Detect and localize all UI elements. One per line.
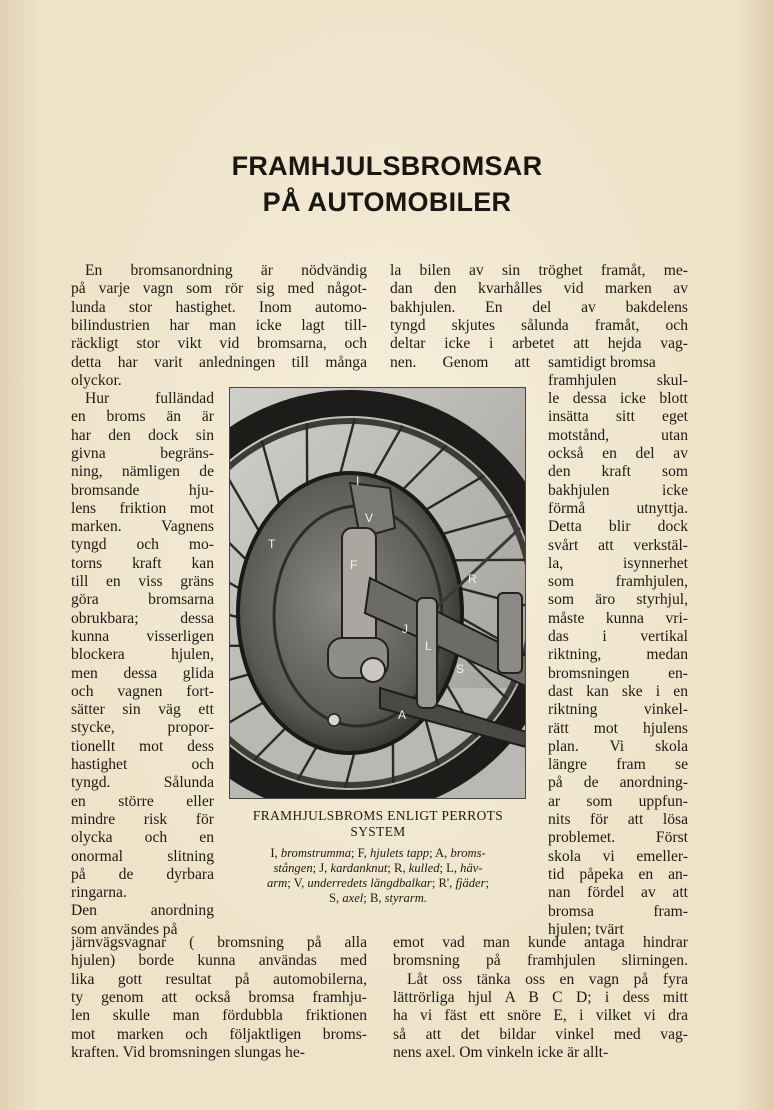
legend-line: [222, 891, 534, 906]
legend-run: kardanknut: [330, 861, 388, 875]
paragraph-line: givna begräns-: [71, 444, 214, 462]
legend-run: ; J,: [312, 861, 331, 875]
paragraph-line: bromsningen en-: [548, 664, 688, 682]
paragraph-line: nan fördel av att: [548, 884, 688, 902]
paragraph-line: kraften. Vid bromsningen slungas he-: [71, 1043, 305, 1061]
paragraph-line: emot vad man kunde antaga hindrar: [393, 934, 688, 951]
paragraph-line: la, isynnerhet: [548, 554, 688, 572]
figure-part-label: L: [425, 639, 432, 653]
legend-run: underredets längdbalkar: [307, 876, 432, 890]
legend-run: ; L,: [439, 861, 461, 875]
legend-run: styrarm.: [384, 891, 427, 905]
figure-heading-line-2: SYSTEM: [350, 824, 406, 839]
paragraph-line: svårt att verkstäl-: [548, 536, 688, 554]
figure-part-label: T: [268, 537, 276, 551]
paragraph-line: bromsa fram-: [548, 902, 688, 920]
paragraph-line: en större eller: [71, 792, 214, 810]
paragraph-line: så att det bildar vinkel med vag-: [393, 1025, 688, 1043]
paragraph-line: tyngd och mo-: [71, 536, 214, 554]
paragraph-line: bilindustrien har man icke lagt till-: [71, 316, 367, 334]
paragraph-line: onormal slitning: [71, 847, 214, 865]
paragraph-line: riktning vinkel-: [548, 701, 688, 719]
legend-run: broms-: [450, 846, 486, 860]
figure-part-label: V: [365, 511, 374, 525]
legend-run: ; R',: [431, 876, 456, 890]
figure-part-label: F: [350, 558, 358, 572]
legend-run: hjulets tapp: [369, 846, 430, 860]
paragraph-line: le dessa icke blott: [548, 390, 688, 408]
paragraph-line: rätt mot hjulens: [548, 719, 688, 737]
paragraph-line: nits för att lösa: [548, 811, 688, 828]
paragraph-line: som användes på: [71, 920, 178, 938]
paragraph-line: och vagnen fort-: [71, 682, 214, 700]
paragraph-line: räckligt stor vikt vid bromsarna, och: [71, 335, 367, 353]
paragraph-line: stycke, propor-: [71, 719, 214, 737]
paragraph-line: men dessa glida: [71, 664, 214, 682]
paragraph-line: järnvägsvagnar ( bromsning på alla: [71, 934, 367, 951]
front-wheel-brake-illustration: [230, 388, 525, 798]
paragraph-line: insätta sitt eget: [548, 408, 688, 426]
legend-run: S,: [329, 891, 343, 905]
legend-run: häv-: [460, 861, 483, 875]
paragraph-line: nen. Genom att: [390, 353, 530, 371]
paragraph-line: bakhjulen. En del av bakdelens: [390, 298, 688, 316]
paragraph-line: sätter sin väg ett: [71, 701, 214, 719]
paragraph-line: förmå utnyttja.: [548, 499, 688, 517]
article-title-line-1: FRAMHJULSBROMSAR: [231, 151, 543, 181]
paragraph-line: blockera hjulen,: [71, 646, 214, 664]
paragraph-line: har den dock sin: [71, 426, 214, 444]
article-title-line-2: PÅ AUTOMOBILER: [262, 187, 512, 217]
legend-run: bromstrumma: [280, 846, 352, 860]
figure-part-label: J: [402, 622, 408, 636]
paragraph-line: som framhjulen,: [548, 573, 688, 591]
paragraph-line: kunna visserligen: [71, 627, 214, 645]
legend-run: ; R,: [387, 861, 409, 875]
paragraph-line: Låt oss tänka oss en vagn på fyra: [407, 970, 688, 988]
paragraph-line: tyngd. Sålunda: [71, 774, 214, 792]
paragraph-line: ringarna.: [71, 884, 127, 902]
paragraph-line: längre fram se: [548, 756, 688, 774]
paragraph-line: också en del av: [548, 445, 688, 462]
paragraph-line: plan. Vi skola: [548, 737, 688, 755]
paragraph-line: obrukbara; dessa: [71, 609, 214, 627]
legend-run: ; V,: [287, 876, 308, 890]
legend-run: ;: [485, 876, 490, 890]
paragraph-line: ar som uppfun-: [548, 792, 688, 810]
paragraph-line: bromsning på framhjulen slirningen.: [393, 952, 688, 970]
paragraph-line: hjulen) borde kunna användas med: [71, 952, 367, 970]
paragraph-line: göra bromsarna: [71, 591, 214, 609]
paragraph-line: ha vi fäst ett snöre E, i vilket vi dra: [393, 1007, 688, 1025]
legend-run: stången: [273, 861, 313, 875]
paragraph-line: marken. Vagnens: [71, 518, 214, 536]
paragraph-line: på de anordning-: [548, 774, 688, 792]
legend-run: ; B,: [363, 891, 385, 905]
paragraph-line: framhjulen skul-: [548, 371, 688, 389]
paragraph-line: skola vi emeller-: [548, 847, 688, 865]
paragraph-line: tyngd skjutes sålunda framåt, och: [390, 316, 688, 334]
paragraph-line: ty genom att också bromsa framhju-: [71, 988, 367, 1006]
paragraph-line: len skulle man fördubbla friktionen: [71, 1007, 367, 1025]
legend-run: I,: [270, 846, 281, 860]
paragraph-line: ning, nämligen de: [71, 463, 214, 481]
paragraph-line: mot marken och följaktligen broms-: [71, 1025, 367, 1043]
paragraph-line: lunda stor hastighet. Inom automo-: [71, 298, 367, 316]
paragraph-line: mindre risk för: [71, 810, 214, 828]
paragraph-line: deltar icke i arbetet att hejda vag-: [390, 335, 688, 353]
paragraph-line: dast kan ske i en: [548, 682, 688, 700]
paragraph-line: nens axel. Om vinkeln icke är allt-: [393, 1043, 609, 1061]
paragraph-line: dan den kvarhålles vid marken av: [390, 280, 688, 298]
legend-run: axel: [342, 891, 364, 905]
legend-line: [222, 846, 534, 861]
figure-heading-line-1: FRAMHJULSBROMS ENLIGT PERROTS: [252, 808, 504, 823]
paragraph-line: la bilen av sin tröghet framåt, me-: [390, 262, 688, 279]
paragraph-line: Hur fulländad: [85, 390, 214, 407]
paragraph-line: En bromsanordning är nödvändig: [85, 262, 367, 279]
paragraph-line: problemet. Först: [548, 829, 688, 847]
paragraph-line: hjulen; tvärt: [548, 920, 624, 938]
paragraph-line: tid påpeka en an-: [548, 865, 688, 883]
paragraph-line: en broms än är: [71, 408, 214, 426]
legend-run: ; F,: [351, 846, 370, 860]
paragraph-line: den kraft som: [548, 463, 688, 481]
figure-part-label: I: [356, 474, 360, 488]
paragraph-line: till en viss gräns: [71, 573, 214, 590]
paragraph-line-tail: samtidigt bromsa: [548, 353, 656, 371]
legend-line: [222, 861, 534, 876]
brake-photograph: [229, 387, 526, 799]
paragraph-line: motstånd, utan: [548, 426, 688, 444]
legend-run: arm: [266, 876, 288, 890]
paragraph-line: på varje vagn som rör sig med något-: [71, 280, 367, 298]
paragraph-line: på de dyrbara: [71, 865, 214, 883]
paragraph-line: olyckor.: [71, 371, 122, 389]
paragraph-line: riktning, medan: [548, 646, 688, 664]
paragraph-line: Detta blir dock: [548, 518, 688, 536]
paragraph-line: lika gott resultat på automobilerna,: [71, 970, 367, 988]
paragraph-line: tionellt mot dess: [71, 737, 214, 755]
figure-part-label: R: [468, 572, 477, 586]
paragraph-line: hastighet och: [71, 756, 214, 773]
legend-run: kulled: [408, 861, 440, 875]
paragraph-line: torns kraft kan: [71, 554, 214, 572]
paragraph-line: bromsande hju-: [71, 481, 214, 499]
paragraph-line: som äro styrhjul,: [548, 591, 688, 609]
paragraph-line: bakhjulen icke: [548, 481, 688, 499]
paragraph-line: das i vertikal: [548, 628, 688, 645]
paragraph-line: olycka och en: [71, 829, 214, 847]
legend-run: fjäder: [455, 876, 486, 890]
figure-part-label: A: [398, 708, 407, 722]
paragraph-line: lättrörliga hjul A B C D; i dess mitt: [393, 988, 688, 1006]
figure-part-label: S: [456, 662, 465, 676]
paragraph-line: måste kunna vri-: [548, 609, 688, 627]
paragraph-line: lens friktion mot: [71, 499, 214, 517]
legend-line: [222, 876, 534, 891]
paragraph-line: Den anordning: [71, 902, 214, 920]
legend-run: ; A,: [429, 846, 451, 860]
paragraph-line: detta har varit anledningen till många: [71, 353, 367, 371]
